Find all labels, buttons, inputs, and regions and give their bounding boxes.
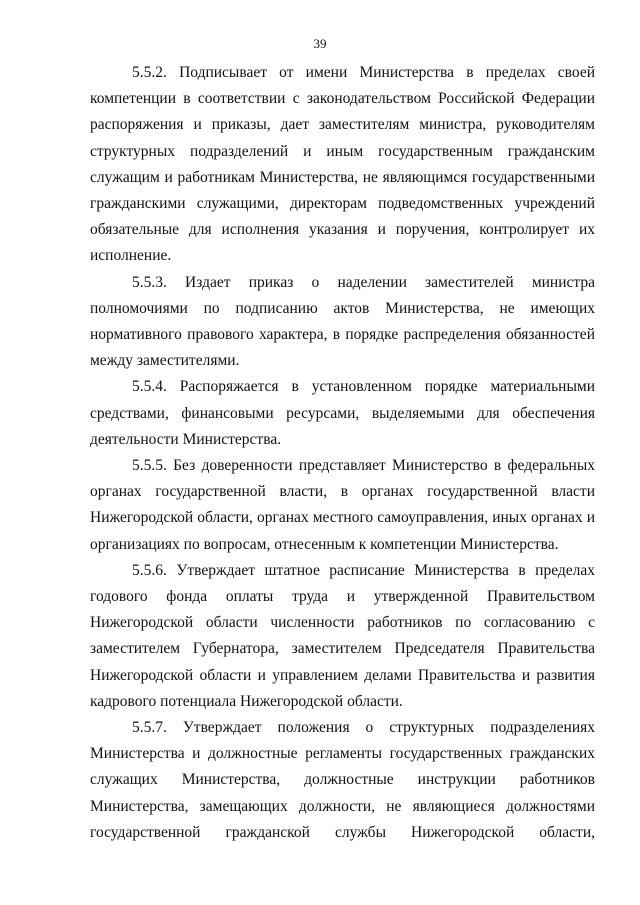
paragraph-5-5-3 bbox=[90, 270, 595, 375]
text-line: организациях по вопросам, отнесенным к компетенции Министерства. bbox=[90, 535, 559, 553]
page-number: 39 bbox=[313, 36, 327, 51]
document-body bbox=[90, 60, 595, 846]
text-line: 5.5.7. Утверждает положения о структурных подразделениях bbox=[132, 719, 595, 737]
text-line: нормативного правового характера, в порядке распределения обязанностей bbox=[90, 326, 595, 344]
paragraph-5-5-2 bbox=[90, 60, 595, 270]
text-line: 5.5.3. Издает приказ о наделении заместителей министра bbox=[132, 273, 595, 291]
text-line: Министерства, замещающих должности, не являющиеся должностями bbox=[90, 797, 595, 815]
text-line: Министерства и должностные регламенты государственных гражданских bbox=[90, 745, 595, 763]
text-line: 5.5.6. Утверждает штатное расписание Министерства в пределах bbox=[132, 561, 595, 579]
text-line: обязательные для исполнения указания и поручения, контролирует их bbox=[90, 221, 595, 239]
paragraph-5-5-5 bbox=[90, 453, 595, 558]
text-line: государственной гражданской службы Нижегородской области, bbox=[90, 823, 595, 841]
paragraph-5-5-6 bbox=[90, 558, 595, 715]
text-line: исполнение. bbox=[90, 247, 172, 265]
text-line: служащим и работникам Министерства, не являющимся государственными bbox=[90, 168, 595, 186]
text-line: годового фонда оплаты труда и утвержденной Правительством bbox=[90, 588, 595, 606]
text-line: 5.5.5. Без доверенности представляет Министерство в федеральных bbox=[132, 457, 595, 475]
text-line: средствами, финансовыми ресурсами, выделяемыми для обеспечения bbox=[90, 404, 595, 422]
paragraph-5-5-4 bbox=[90, 374, 595, 453]
text-line: органах государственной власти, в органах государственной власти bbox=[90, 483, 595, 501]
text-line: Нижегородской области численности работников по согласованию с bbox=[90, 614, 595, 632]
text-line: деятельности Министерства. bbox=[90, 430, 282, 448]
text-line: 5.5.2. Подписывает от имени Министерства в пределах своей bbox=[132, 64, 595, 81]
text-line: служащих Министерства, должностные инструкции работников bbox=[90, 771, 595, 789]
text-line: структурных подразделений и иным государственным гражданским bbox=[90, 142, 595, 160]
text-line: 5.5.4. Распоряжается в установленном порядке материальными bbox=[132, 378, 595, 396]
text-line: Нижегородской области, органах местного самоуправления, иных органах и bbox=[90, 509, 595, 527]
text-line: гражданскими служащими, директорам подведомственных учреждений bbox=[90, 195, 595, 213]
text-line: полномочиями по подписанию актов Министерства, не имеющих bbox=[90, 299, 595, 317]
text-line: Нижегородской области и управлением делами Правительства и развития bbox=[90, 666, 595, 684]
text-line: между заместителями. bbox=[90, 352, 240, 370]
text-line: заместителем Губернатора, заместителем Председателя Правительства bbox=[90, 640, 595, 658]
text-line: кадрового потенциала Нижегородской области. bbox=[90, 692, 403, 710]
paragraph-5-5-7 bbox=[90, 715, 595, 846]
text-line: компетенции в соответствии с законодательством Российской Федерации bbox=[90, 90, 595, 108]
text-line: распоряжения и приказы, дает заместителям министра, руководителям bbox=[90, 116, 595, 134]
